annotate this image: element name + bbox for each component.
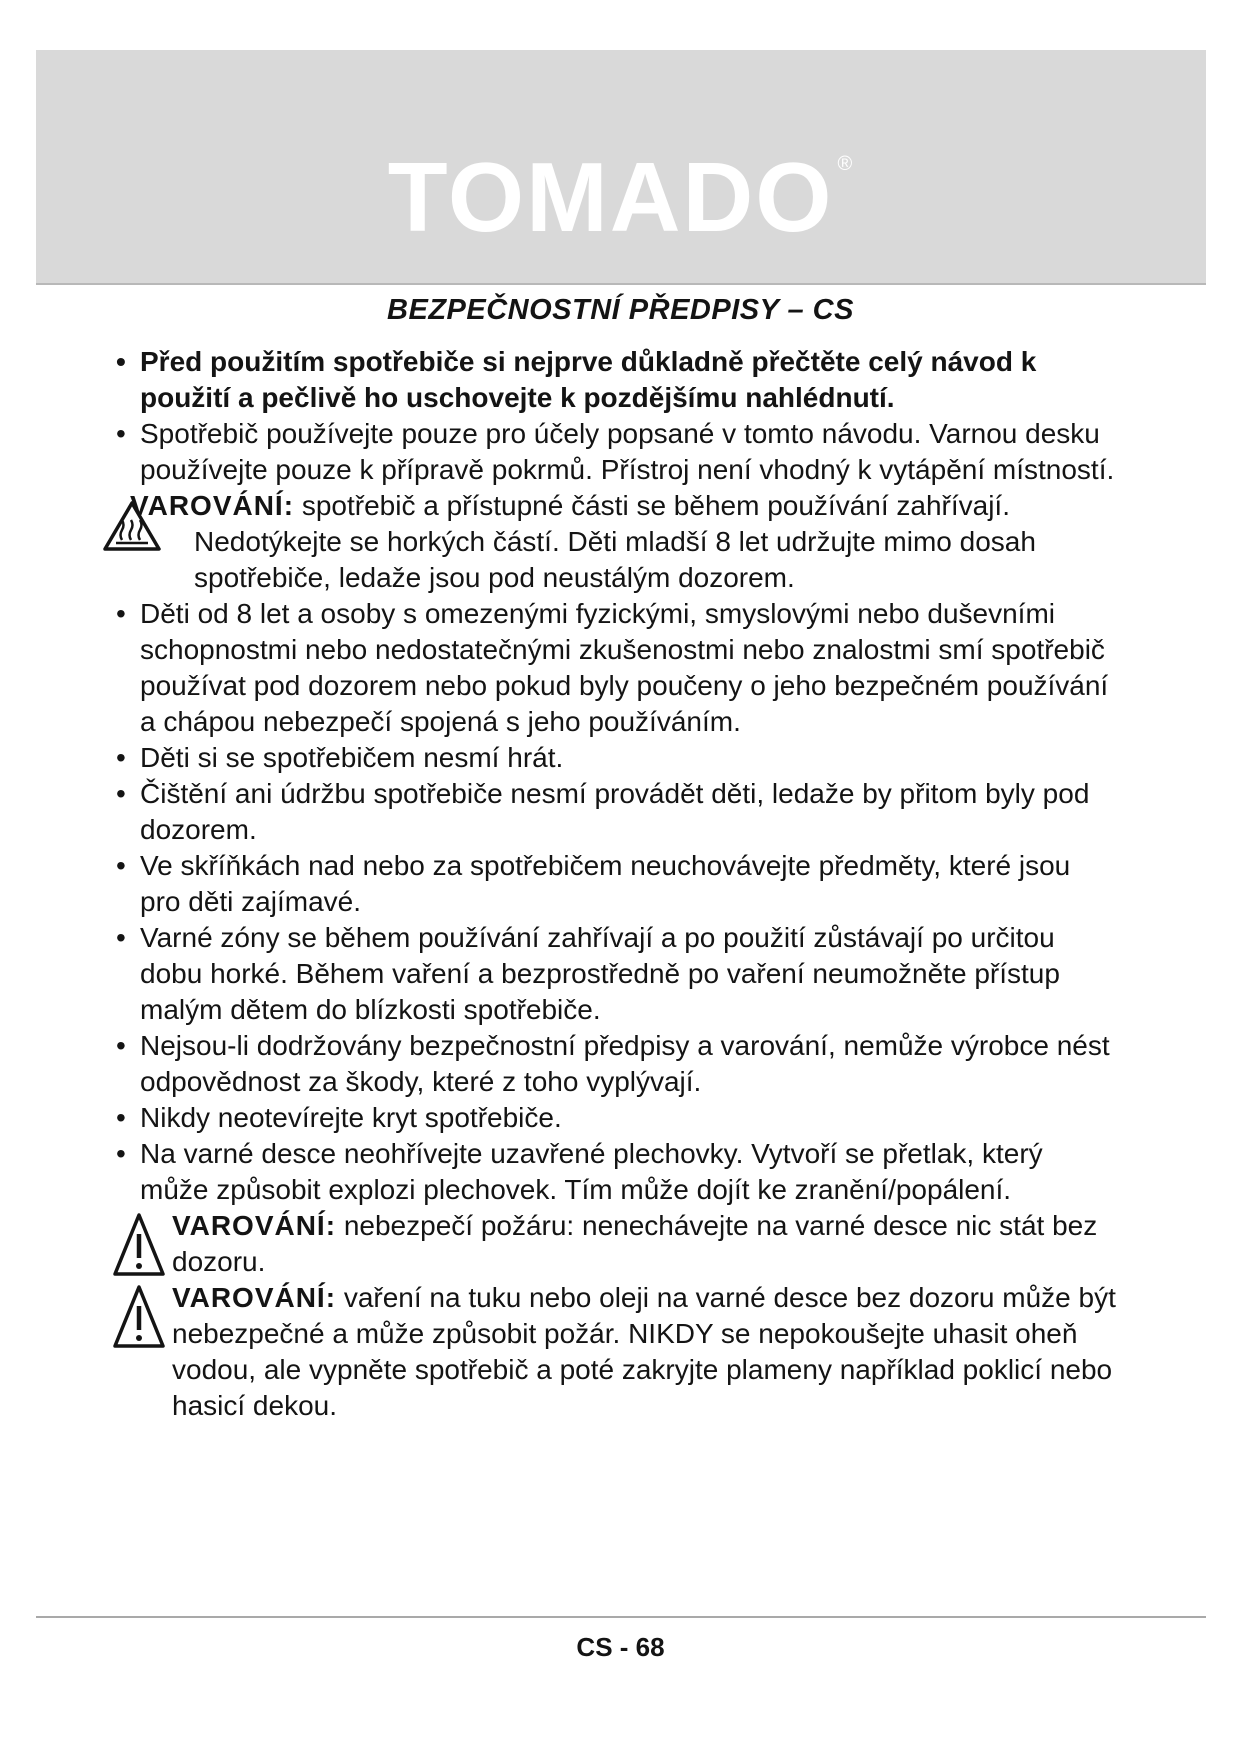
warning-icon xyxy=(112,1284,166,1359)
list-item: • Spotřebič používejte pouze pro účely popsané v tomto návodu. Varnou desku používejte pouze k přípravě pokrmů. Přístroj není vhodný k vytápění místností. xyxy=(116,418,1115,485)
page-title: BEZPEČNOSTNÍ PŘEDPISY – CS xyxy=(387,294,854,326)
footer-divider xyxy=(36,1616,1206,1618)
list-item: • Nejsou-li dodržovány bezpečnostní předpisy a varování, nemůže výrobce nést odpovědnost za škody, které z toho vyplývají. xyxy=(116,1030,1110,1097)
list-item: • Nikdy neotevírejte kryt spotřebiče. xyxy=(116,1102,562,1133)
brand-header xyxy=(36,50,1206,285)
warning-block: VAROVÁNÍ: vaření na tuku nebo oleji na varné desce bez dozoru může být nebezpečné a může způsobit požár. NIKDY se nepokoušejte uhasit oheň vodou, ale vypněte spotřebič a poté zakryjte plameny například poklicí nebo hasicí dekou. xyxy=(116,1280,1116,1424)
warning-block: VAROVÁNÍ: spotřebič a přístupné části se během používání zahřívají. Nedotýkejte se horkých částí. Děti mladší 8 let udržujte mimo dosah spotřebiče, ledaže jsou pod neustálým dozorem. xyxy=(116,488,1116,596)
warning-label: VAROVÁNÍ: xyxy=(130,490,295,521)
warning-label: VAROVÁNÍ: xyxy=(172,1282,337,1313)
hot-surface-icon xyxy=(102,500,162,561)
warning-label: VAROVÁNÍ: xyxy=(172,1210,337,1241)
warning-icon xyxy=(112,1212,166,1287)
list-item: • Děti si se spotřebičem nesmí hrát. xyxy=(116,742,564,773)
brand-logo: TOMADO ® xyxy=(387,142,855,252)
registered-mark: ® xyxy=(837,153,855,175)
list-item: • Čištění ani údržbu spotřebiče nesmí provádět děti, ledaže by přitom byly pod dozorem. xyxy=(116,778,1090,845)
safety-list xyxy=(116,344,1116,1424)
list-item: • Před použitím spotřebiče si nejprve důkladně přečtěte celý návod k použití a pečlivě ho uschovejte k pozdějšímu nahlédnutí. xyxy=(116,346,1037,413)
warning-block: VAROVÁNÍ: nebezpečí požáru: nenechávejte na varné desce nic stát bez dozoru. xyxy=(116,1208,1116,1280)
list-item: • Varné zóny se během používání zahřívají a po použití zůstávají po určitou dobu horké. Během vaření a bezprostředně po vaření neumožněte přístup malým dětem do blízkosti spotřebiče. xyxy=(116,922,1060,1025)
list-item: • Na varné desce neohřívejte uzavřené plechovky. Vytvoří se přetlak, který může způsobit explozi plechovek. Tím může dojít ke zranění/popálení. xyxy=(116,1138,1043,1205)
page-number: CS - 68 xyxy=(576,1632,665,1662)
list-item: • Ve skříňkách nad nebo za spotřebičem neuchovávejte předměty, které jsou pro děti zajímavé. xyxy=(116,850,1071,917)
list-item: • Děti od 8 let a osoby s omezenými fyzickými, smyslovými nebo duševními schopnostmi nebo nedostatečnými zkušenostmi nebo znalostmi smí spotřebič používat pod dozorem nebo pokud byly poučeny o jeho bezpečném používání a chápou nebezpečí spojená s jeho používáním. xyxy=(116,598,1109,737)
